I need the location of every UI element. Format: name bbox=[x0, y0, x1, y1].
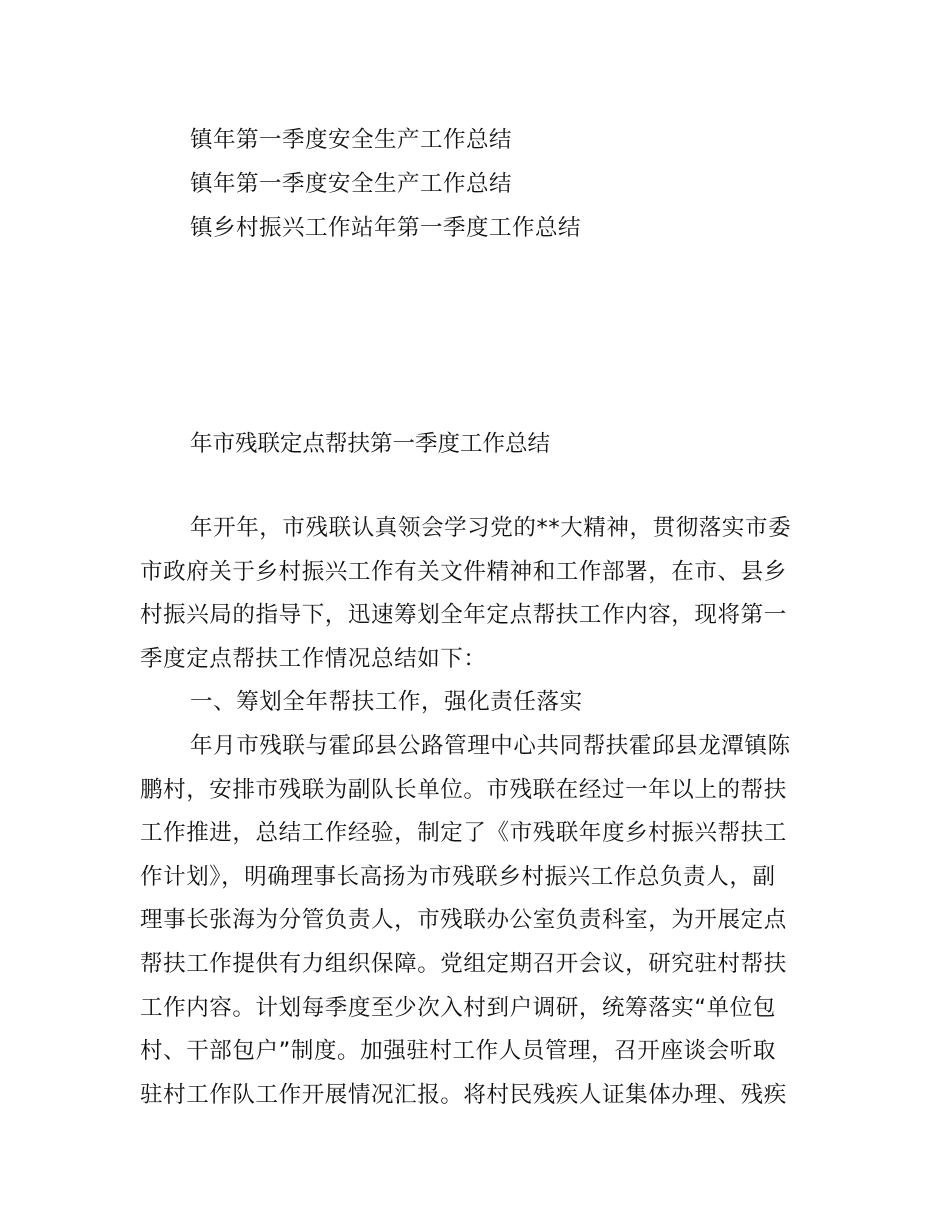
paragraph-line: 工作内容。计划每季度至少次入村到户调研，统筹落实“单位包 bbox=[140, 994, 776, 1021]
document-body bbox=[140, 507, 800, 1117]
paragraph-line: 年开年，市残联认真领会学习党的**大精神，贯彻落实市委 bbox=[190, 515, 792, 541]
paragraph-line: 年月市残联与霍邱县公路管理中心共同帮扶霍邱县龙潭镇陈 bbox=[190, 732, 791, 759]
table-of-contents bbox=[190, 118, 581, 250]
paragraph-line: 季度定点帮扶工作情况总结如下： bbox=[140, 645, 487, 672]
toc-item: 镇乡村振兴工作站年第一季度工作总结 bbox=[190, 215, 582, 241]
paragraph-line: 鹏村，安排市残联为副队长单位。市残联在经过一年以上的帮扶 bbox=[140, 776, 787, 803]
paragraph-line: 理事长张海为分管负责人，市残联办公室负责科室，为开展定点 bbox=[140, 907, 787, 934]
paragraph-line: 工作推进，总结工作经验，制定了《市残联年度乡村振兴帮扶工 bbox=[140, 820, 787, 847]
paragraph-line: 帮扶工作提供有力组织保障。党组定期召开会议，研究驻村帮扶 bbox=[140, 950, 787, 977]
section-heading: 一、筹划全年帮扶工作，强化责任落实 bbox=[190, 689, 583, 716]
paragraph-line: 市政府关于乡村振兴工作有关文件精神和工作部署，在市、县乡 bbox=[140, 558, 787, 585]
paragraph-line: 村振兴局的指导下，迅速筹划全年定点帮扶工作内容，现将第一 bbox=[140, 602, 787, 629]
toc-item: 镇年第一季度安全生产工作总结 bbox=[190, 171, 513, 197]
document-title: 年市残联定点帮扶第一季度工作总结 bbox=[190, 431, 551, 457]
paragraph-line: 村、干部包户”制度。加强驻村工作人员管理，召开座谈会听取 bbox=[140, 1038, 776, 1065]
toc-item: 镇年第一季度安全生产工作总结 bbox=[190, 127, 513, 153]
paragraph-line: 驻村工作队工作开展情况汇报。将村民残疾人证集体办理、残疾 bbox=[140, 1081, 787, 1108]
paragraph-line: 作计划》，明确理事长高扬为市残联乡村振兴工作总负责人，副 bbox=[140, 863, 776, 890]
